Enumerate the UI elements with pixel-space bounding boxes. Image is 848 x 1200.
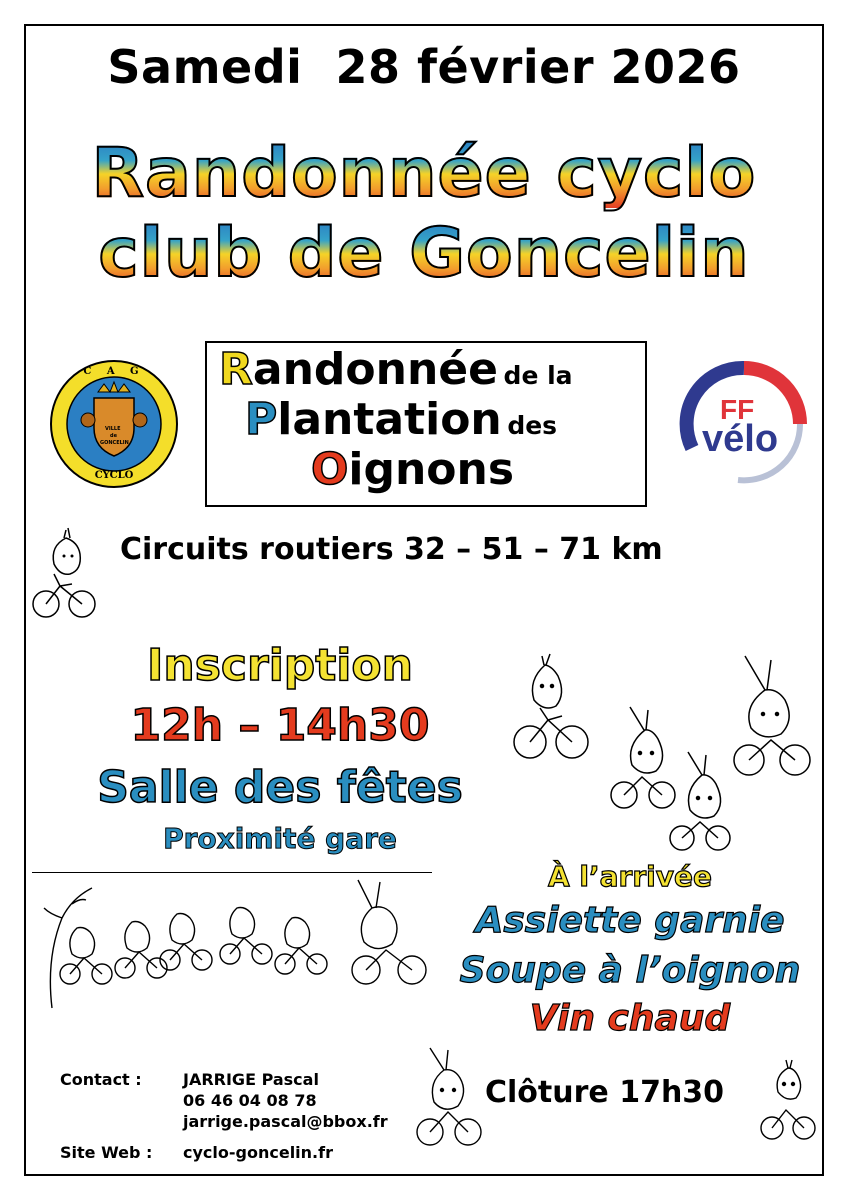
ride-name-cap-p: P	[245, 394, 278, 445]
onion-cyclists-group-icon	[500, 650, 820, 864]
contact-email[interactable]: jarrige.pascal@bbox.fr	[183, 1112, 388, 1131]
closing-time: Clôture 17h30	[485, 1075, 725, 1110]
arrival-item-2: Soupe à l’oignon	[459, 950, 801, 991]
club-logo-bottom-text: CYCLO	[94, 470, 134, 481]
inscription-label: Inscription	[147, 640, 413, 691]
website-label: Site Web :	[60, 1143, 153, 1162]
title-line-1: Randonnée cyclo	[0, 140, 848, 208]
ride-name-line-3	[205, 444, 753, 495]
arrival-label: À l’arrivée	[548, 860, 712, 893]
ride-name-cap-o: O	[311, 444, 349, 495]
contact-label: Contact :	[60, 1070, 142, 1089]
divider-line	[32, 872, 432, 873]
ffvelo-logo	[678, 358, 810, 490]
inscription-hours: 12h – 14h30	[130, 700, 430, 751]
ride-name-small-1: de la	[503, 361, 573, 390]
arrival-item-3: Vin chaud	[529, 998, 731, 1039]
ffvelo-logo-velo: vélo	[702, 418, 779, 460]
ride-name-word-2: lantation	[277, 394, 502, 445]
arrival-item-1: Assiette garnie	[475, 900, 785, 941]
club-logo-town-2: de	[110, 433, 117, 439]
contact-phone: 06 46 04 08 78	[183, 1091, 317, 1110]
contact-name: JARRIGE Pascal	[183, 1070, 319, 1089]
ride-name-word-1: andonnée	[252, 344, 498, 395]
inscription-place: Salle des fêtes	[97, 762, 463, 813]
title-line-2: club de Goncelin	[0, 220, 848, 288]
website-link[interactable]: cyclo-goncelin.fr	[183, 1143, 333, 1162]
onion-cyclist-corner-icon	[758, 1058, 818, 1152]
onion-peloton-icon	[32, 878, 442, 1022]
club-logo	[48, 358, 180, 490]
ride-name-line-1	[205, 344, 661, 395]
ride-name-small-2: des	[507, 411, 558, 440]
ride-name-word-3: ignons	[348, 444, 515, 495]
event-date: Samedi 28 février 2026	[107, 40, 741, 94]
inscription-near: Proximité gare	[163, 822, 397, 855]
ffvelo-logo-ff: FF	[720, 394, 755, 425]
onion-cyclist-bottom-icon	[410, 1046, 485, 1155]
ride-name-line-2	[205, 394, 687, 445]
club-logo-town-1: VILLE	[105, 426, 121, 432]
club-logo-top-text: C A G	[83, 366, 145, 377]
circuits-distances: Circuits routiers 32 – 51 – 71 km	[120, 532, 663, 567]
ride-name-cap-r: R	[219, 344, 253, 395]
club-logo-town-3: GONCELIN	[100, 440, 129, 446]
